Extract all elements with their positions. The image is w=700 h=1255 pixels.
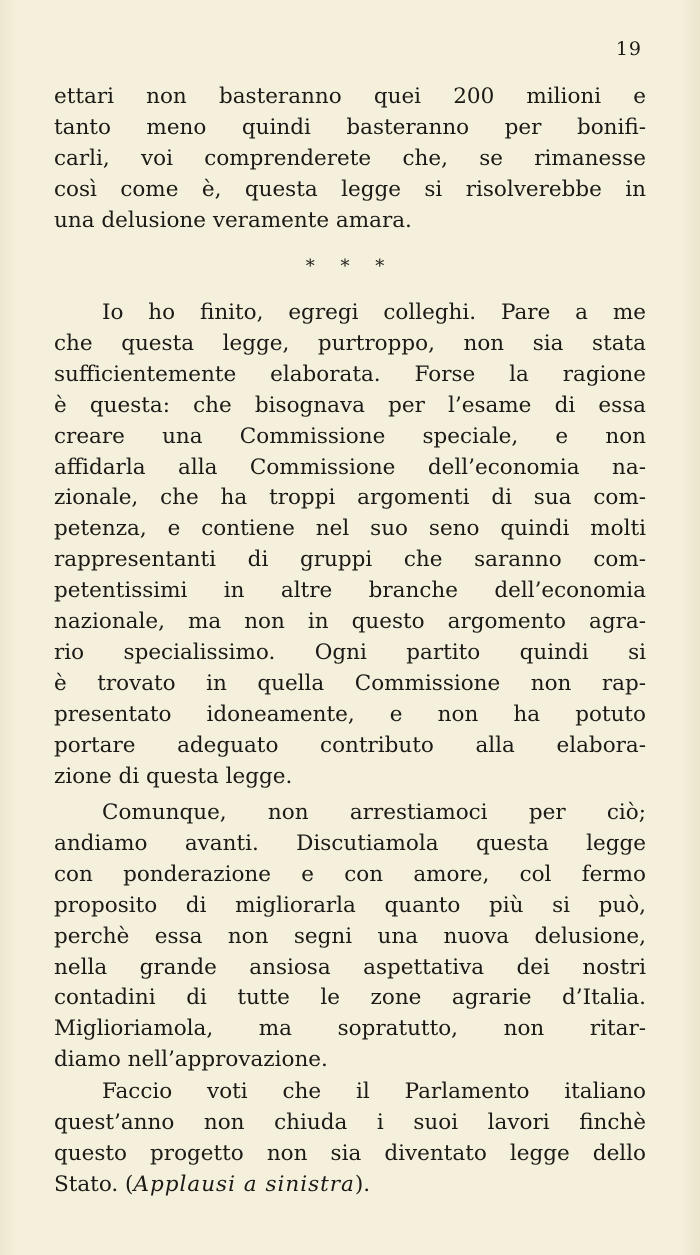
text-line: che questa legge, purtroppo, non sia stata bbox=[54, 330, 646, 356]
section-separator: * * * bbox=[305, 256, 395, 277]
text-line: Io ho finito, egregi colleghi. Pare a me bbox=[102, 300, 646, 325]
text-line: petentissimi in altre branche dell’economia bbox=[54, 578, 646, 604]
applause-note: Applausi a sinistra bbox=[133, 1171, 355, 1197]
text-line: con ponderazione e con amore, col fermo bbox=[54, 861, 646, 887]
closing-line-prefix: Stato. ( bbox=[54, 1171, 134, 1197]
text-line: contadini di tutte le zone agrarie d’Italia. bbox=[54, 985, 646, 1011]
paragraph-2 bbox=[54, 298, 646, 793]
text-line: affidarla alla Commissione dell’economia na- bbox=[54, 454, 646, 480]
text-line: è trovato in quella Commissione non rap- bbox=[54, 670, 646, 696]
text-line: così come è, questa legge si risolverebbe in bbox=[54, 176, 646, 202]
paragraph-1 bbox=[54, 82, 646, 237]
text-line: rio specialissimo. Ogni partito quindi si bbox=[54, 639, 646, 665]
text-line: proposito di migliorarla quanto più si può, bbox=[54, 892, 646, 918]
paragraph-4 bbox=[54, 1077, 646, 1201]
text-line: nella grande ansiosa aspettativa dei nostri bbox=[54, 954, 646, 980]
text-line: petenza, e contiene nel suo seno quindi molti bbox=[54, 516, 646, 542]
text-line: perchè essa non segni una nuova delusione, bbox=[54, 923, 646, 949]
text-line: diamo nell’approvazione. bbox=[54, 1047, 328, 1073]
text-line: tanto meno quindi basteranno per bonifi- bbox=[54, 114, 646, 140]
text-line: presentato idoneamente, e non ha potuto bbox=[54, 701, 646, 727]
text-line: andiamo avanti. Discutiamola questa legge bbox=[54, 830, 646, 856]
text-line: quest’anno non chiuda i suoi lavori finchè bbox=[54, 1109, 646, 1135]
closing-line-suffix: ). bbox=[354, 1171, 371, 1197]
text-line: una delusione veramente amara. bbox=[54, 207, 412, 233]
text-line: portare adeguato contributo alla elabora- bbox=[54, 732, 646, 758]
text-line: carli, voi comprenderete che, se rimanesse bbox=[54, 145, 646, 171]
page-number: 19 bbox=[615, 38, 642, 60]
text-line: nazionale, ma non in questo argomento agra- bbox=[54, 609, 646, 635]
text-line: creare una Commissione speciale, e non bbox=[54, 423, 646, 449]
text-line: questo progetto non sia diventato legge dello bbox=[54, 1140, 646, 1166]
text-line: è questa: che bisognava per l’esame di essa bbox=[54, 392, 646, 418]
text-line: sufficientemente elaborata. Forse la ragione bbox=[54, 361, 646, 387]
paragraph-3 bbox=[54, 798, 646, 1076]
text-line: zionale, che ha troppi argomenti di sua com- bbox=[54, 485, 646, 511]
text-line: Miglioriamola, ma sopratutto, non ritar- bbox=[54, 1016, 646, 1042]
closing-line bbox=[54, 1170, 646, 1201]
text-line: Comunque, non arrestiamoci per ciò; bbox=[102, 800, 646, 825]
text-line: zione di questa legge. bbox=[54, 763, 293, 789]
text-line: ettari non basteranno quei 200 milioni e bbox=[54, 84, 646, 109]
text-line: Faccio voti che il Parlamento italiano bbox=[102, 1079, 646, 1104]
text-line: rappresentanti di gruppi che saranno com- bbox=[54, 547, 646, 573]
